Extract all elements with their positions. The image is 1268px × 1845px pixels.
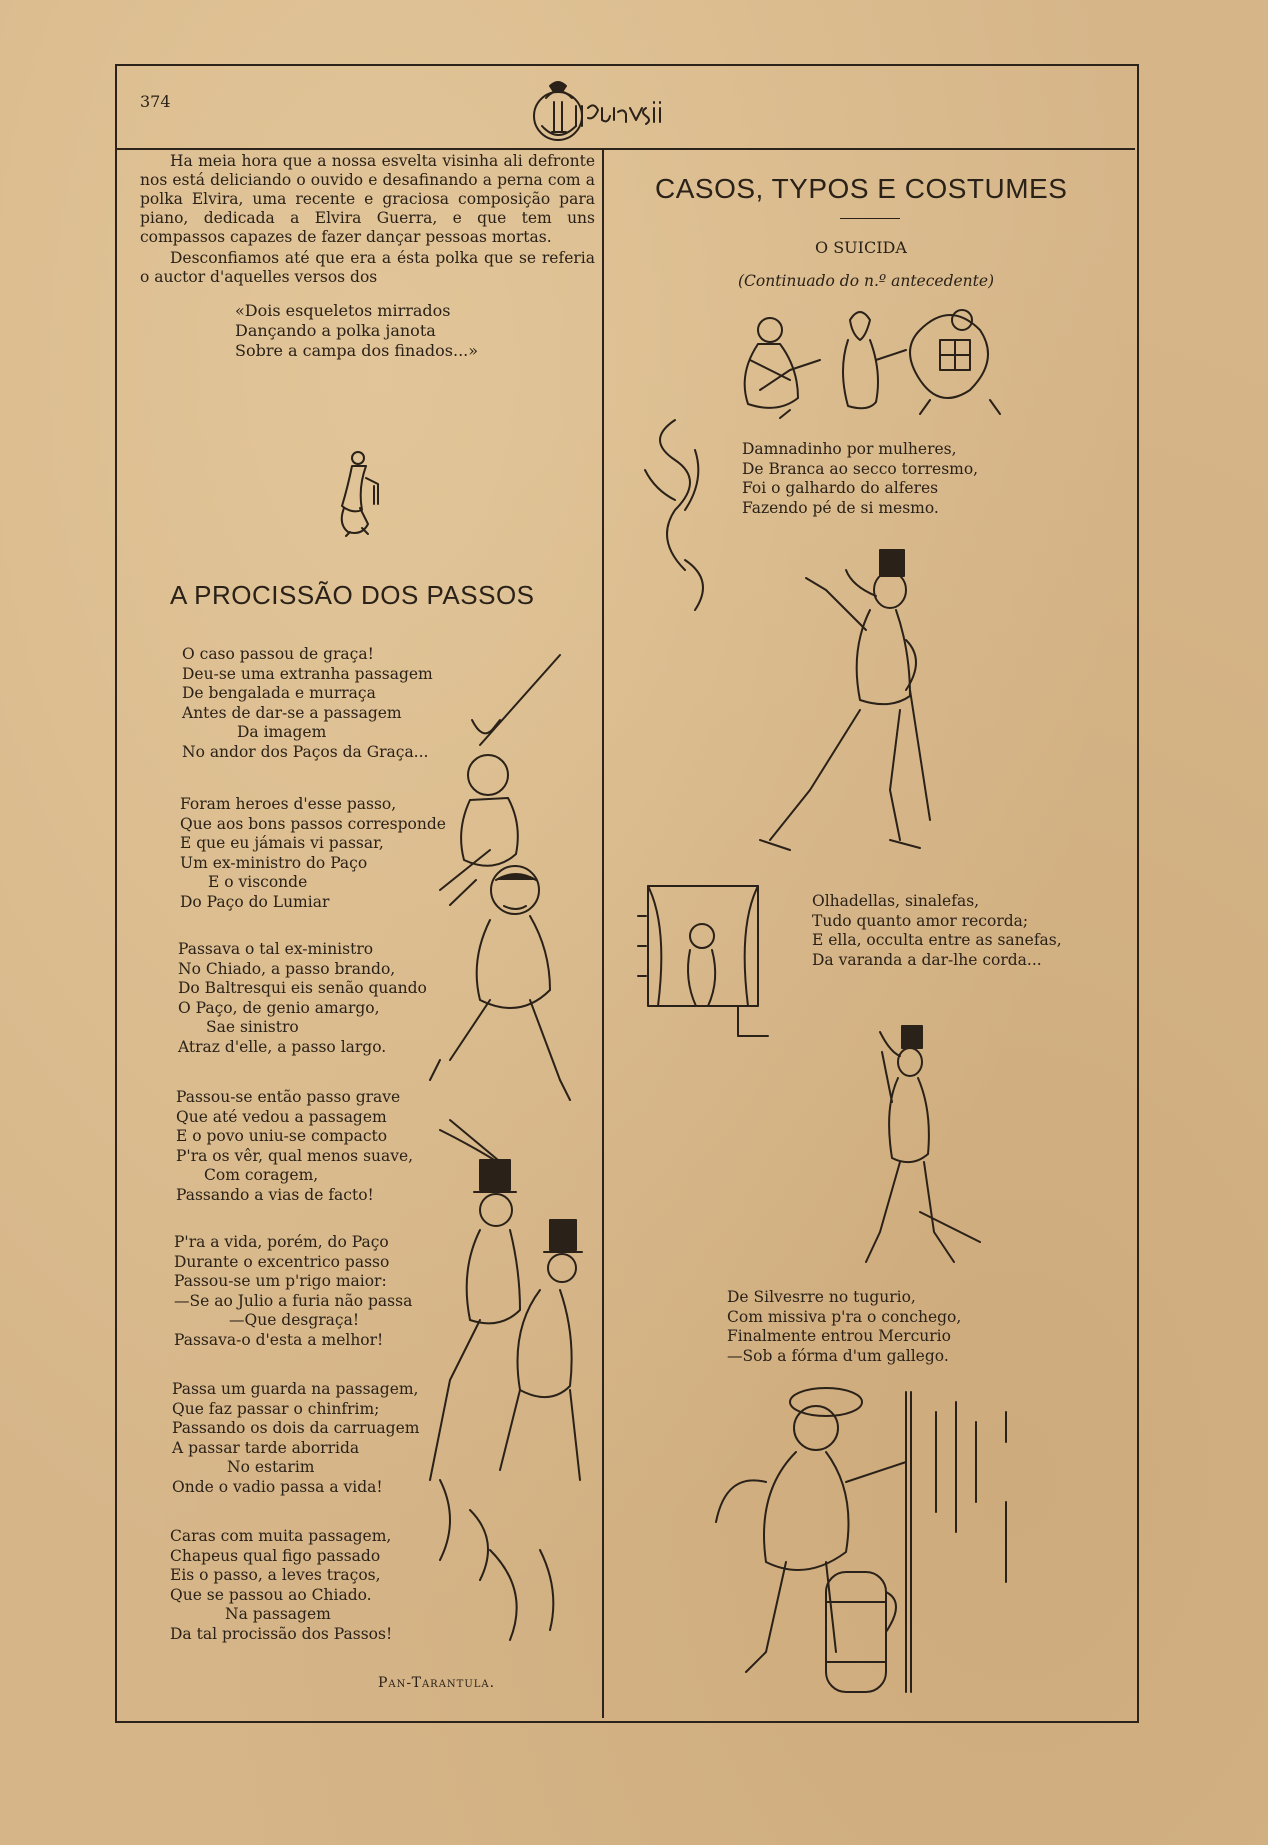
quote-line: «Dois esqueletos mirrados <box>235 301 451 320</box>
section-title: CASOS, TYPOS E COSTUMES <box>655 173 1068 204</box>
left-column <box>140 152 595 361</box>
verse-line: Na passagem <box>225 1605 331 1624</box>
verse-line: —Sob a fórma d'um gallego. <box>727 1346 949 1365</box>
verse-line: Sae sinistro <box>206 1018 299 1037</box>
poem-stanza-3 <box>178 940 427 1058</box>
street-brawl-illustration <box>420 650 600 1660</box>
verse-line: Da imagem <box>237 723 327 742</box>
window-lady-illustration <box>638 876 778 1046</box>
verse-line: Do Paço do Lumiar <box>180 892 330 911</box>
verse-line: Um ex-ministro do Paço <box>180 853 368 872</box>
story-stanza-2 <box>812 892 1062 970</box>
signature: Pan-Tarantula. <box>378 1675 496 1691</box>
verse-line: A passar tarde aborrida <box>172 1438 360 1457</box>
title-rule <box>840 218 900 219</box>
verse-line: Passando a vias de facto! <box>176 1185 374 1204</box>
verse-line: O Paço, de genio amargo, <box>178 998 380 1017</box>
verse-line: No Chiado, a passo brando, <box>178 959 396 978</box>
verse-line: Passa um guarda na passagem, <box>172 1380 419 1398</box>
verse-line: Passando os dois da carruagem <box>172 1419 420 1438</box>
verse-line: Damnadinho por mulheres, <box>742 440 957 458</box>
poem-stanza-7 <box>170 1527 392 1645</box>
verse-line: Caras com muita passagem, <box>170 1527 392 1545</box>
verse-line: E que eu jámais vi passar, <box>180 834 384 853</box>
verse-line: Durante o excentrico passo <box>174 1252 390 1271</box>
verse-line: E o povo uniu-se compacto <box>176 1127 388 1146</box>
three-figures-illustration <box>730 300 1020 420</box>
verse-line: Foi o galhardo do alferes <box>742 479 939 498</box>
poem-stanza-6 <box>172 1380 419 1498</box>
verse-line: Passava o tal ex-ministro <box>178 940 374 958</box>
verse-line: Olhadellas, sinalefas, <box>812 892 980 910</box>
standing-officer-illustration <box>810 1022 990 1272</box>
verse-line: Fazendo pé de si mesmo. <box>742 498 939 517</box>
verse-line: Deu-se uma extranha passagem <box>182 664 433 683</box>
smoking-officer-illustration <box>680 540 930 860</box>
verse-line: Passou-se um p'rigo maior: <box>174 1272 387 1291</box>
intro-paragraph-2: Desconfiamos até que era a ésta polka que se referia o auctor d'aquelles versos dos <box>140 249 595 286</box>
verse-line: Da tal procissão dos Passos! <box>170 1624 393 1643</box>
poem-stanza-5 <box>174 1233 412 1351</box>
verse-line: Tudo quanto amor recorda; <box>812 911 1029 930</box>
quote-line: Sobre a campa dos finados...» <box>235 341 479 360</box>
verse-line: No estarim <box>227 1458 315 1477</box>
verse-line: Do Baltresqui eis senão quando <box>178 979 427 998</box>
verse-line: Finalmente entrou Mercurio <box>727 1327 951 1346</box>
verse-line: Atraz d'elle, a passo largo. <box>178 1037 387 1056</box>
verse-line: Onde o vadio passa a vida! <box>172 1477 383 1496</box>
intro-paragraph-1: Ha meia hora que a nossa esvelta visinha ali defronte nos está deliciando o ouvido e desafinando a perna com a polka Elvira, uma recente e graciosa composição para piano, dedicada a Elvira Guerra, e que tem uns compassos capazes de fazer dançar pessoas mortas. <box>140 152 595 246</box>
continued-note: (Continuado do n.º antecedente) <box>738 272 995 290</box>
masthead-logo <box>528 78 678 148</box>
verse-line: Que até vedou a passagem <box>176 1107 387 1126</box>
verse-line: De bengalada e murraça <box>182 684 376 703</box>
verse-line: Que se passou ao Chiado. <box>170 1585 372 1604</box>
verse-line: P'ra a vida, porém, do Paço <box>174 1233 389 1251</box>
verse-line: Com missiva p'ra o conchego, <box>727 1307 962 1326</box>
quote-line: Dançando a polka janota <box>235 321 436 340</box>
verse-line: Com coragem, <box>204 1166 319 1185</box>
verse-line: Chapeus qual figo passado <box>170 1546 381 1565</box>
messenger-illustration <box>706 1372 1026 1702</box>
verse-line: P'ra os vêr, qual menos suave, <box>176 1146 414 1165</box>
verse-line: Que faz passar o chinfrim; <box>172 1399 380 1418</box>
story-stanza-1 <box>742 440 978 518</box>
poem-stanza-2 <box>180 795 446 913</box>
poem-title: A PROCISSÃO DOS PASSOS <box>170 580 535 610</box>
verse-line: —Se ao Julio a furia não passa <box>174 1291 413 1310</box>
quoted-verse <box>235 301 595 361</box>
story-stanza-3 <box>727 1288 961 1366</box>
verse-line: Passou-se então passo grave <box>176 1088 401 1106</box>
verse-line: Eis o passo, a leves traços, <box>170 1566 381 1585</box>
verse-line: Foram heroes d'esse passo, <box>180 795 397 813</box>
verse-line: Passava-o d'esta a melhor! <box>174 1330 384 1349</box>
dancer-vignette-illustration <box>330 448 390 538</box>
verse-line: O caso passou de graça! <box>182 645 374 663</box>
verse-line: E ella, occulta entre as sanefas, <box>812 931 1062 950</box>
verse-line: —Que desgraça! <box>229 1311 360 1330</box>
verse-line: De Branca ao secco torresmo, <box>742 459 979 478</box>
poem-stanza-4 <box>176 1088 413 1206</box>
verse-line: De Silvesrre no tugurio, <box>727 1288 916 1306</box>
verse-line: Que aos bons passos corresponde <box>180 814 446 833</box>
verse-line: E o visconde <box>208 873 308 892</box>
poem-stanza-1 <box>182 645 433 763</box>
page-number: 374 <box>140 92 171 111</box>
verse-line: Da varanda a dar-lhe corda... <box>812 950 1042 969</box>
verse-line: No andor dos Paços da Graça... <box>182 742 429 761</box>
verse-line: Antes de dar-se a passagem <box>182 703 402 722</box>
column-divider <box>602 150 604 1718</box>
story-title: O SUICIDA <box>815 238 907 257</box>
